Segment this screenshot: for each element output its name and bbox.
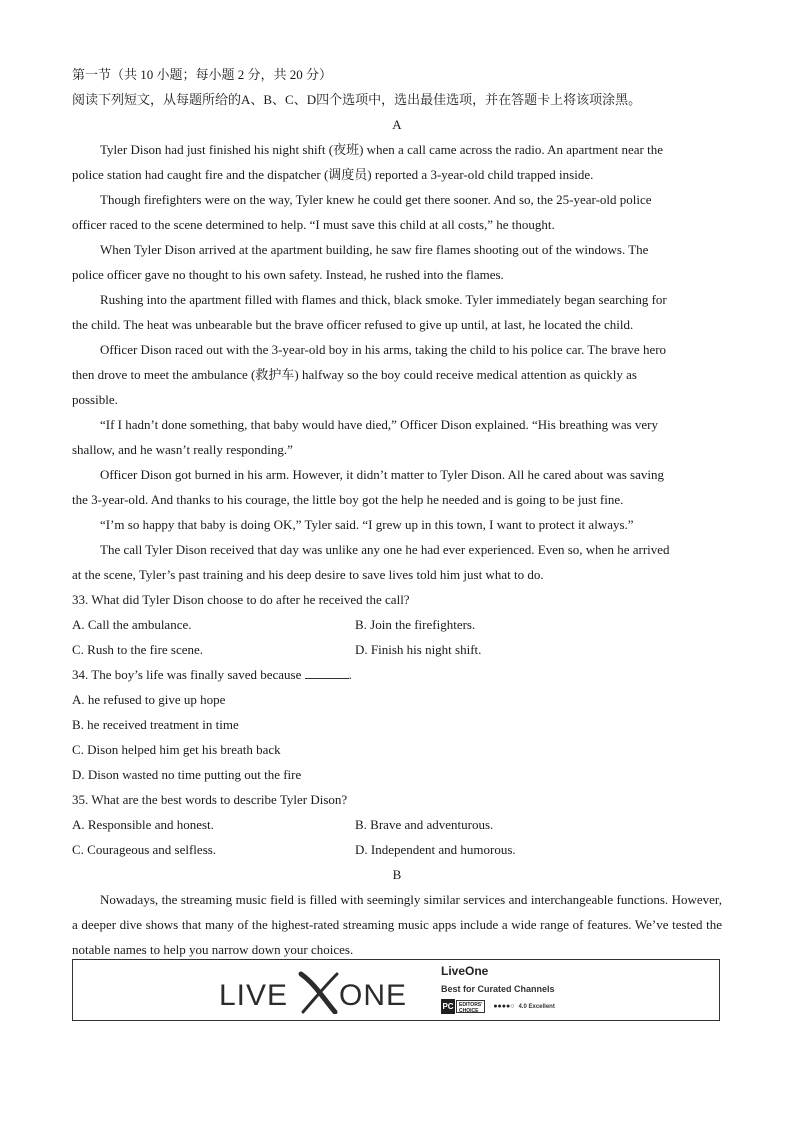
section-header: 第一节（共 10 小题；每小题 2 分，共 20 分） [72,67,333,82]
option-d[interactable]: D. Finish his night shift. [355,642,482,657]
rating-row [441,999,555,1014]
editors-choice-badge [456,1000,485,1013]
passage-a-line: the child. The heat was unbearable but the brave officer refused to give up until, at last, he located the child. [72,317,634,332]
question-33 [72,587,722,662]
option-d[interactable]: D. Independent and humorous. [355,842,516,857]
passage-a-line: When Tyler Dison arrived at the apartment building, he saw fire flames shooting out of the windows. The [100,242,649,257]
passage-a-line: then drove to meet the ambulance (救护车) halfway so the boy could receive medical attention as quickly as [72,367,637,382]
passage-a-line: Rushing into the apartment filled with flames and thick, black smoke. Tyler immediately began searching for [100,292,667,307]
option-a[interactable]: A. Call the ambulance. [72,617,192,632]
passage-a-line: police officer gave no thought to his own safety. Instead, he rushed into the flames. [72,267,504,282]
rating-dots-icon: ●●●●○ [493,1003,515,1010]
passage-a-line: The call Tyler Dison received that day was unlike any one he had ever experienced. Even so, when he arrived [100,542,670,557]
passage-a-label: A [392,117,402,132]
option-d[interactable]: D. Dison wasted no time putting out the fire [72,767,302,782]
logo-text-live: LIVE [219,979,289,1012]
logo-text-one: ONE [339,979,408,1012]
question-stem: 33. What did Tyler Dison choose to do after he received the call? [72,592,410,607]
question-stem: 35. What are the best words to describe Tyler Dison? [72,792,348,807]
logo-x-mark-icon [301,974,337,1012]
option-c[interactable]: C. Courageous and selfless. [72,842,217,857]
passage-a-line: officer raced to the scene determined to help. “I must save this child at all costs,” he thought. [72,217,555,232]
rating-score: 4.0 Excellent [518,1003,555,1010]
liveone-banner [72,959,720,1021]
brand-tagline: Best for Curated Channels [441,984,555,994]
option-b[interactable]: B. Join the firefighters. [355,617,476,632]
option-row [72,812,722,837]
option-row [72,637,722,662]
option-b[interactable]: B. Brave and adventurous. [355,817,494,832]
passage-a-line: possible. [72,392,118,407]
option-a[interactable]: A. Responsible and honest. [72,817,214,832]
option-c[interactable]: C. Dison helped him get his breath back [72,742,281,757]
brand-name: LiveOne [441,964,489,978]
question-35 [72,787,722,862]
option-a[interactable]: A. he refused to give up hope [72,692,226,707]
answer-blank [305,664,349,679]
passage-a-line: Officer Dison got burned in his arm. However, it didn’t matter to Tyler Dison. All he cared about was saving [100,467,664,482]
badge-line-2: CHOICE [459,1008,479,1014]
passage-a-line: shallow, and he wasn’t really responding.” [72,442,293,457]
pc-badge: PC [441,999,455,1014]
passage-a-line: the 3-year-old. And thanks to his courage, the little boy got the help he needed and is going to be just fine. [72,492,624,507]
question-stem-end: . [348,667,352,682]
passage-a-line: Officer Dison raced out with the 3-year-old boy in his arms, taking the child to his police car. The brave hero [100,342,667,357]
question-stem-text: 34. The boy’s life was finally saved because [72,667,302,682]
passage-b-label: B [392,867,402,882]
passage-a-line: police station had caught fire and the dispatcher (调度员) reported a 3-year-old child trapped inside. [72,167,594,182]
passage-a-line: “If I hadn’t done something, that baby would have died,” Officer Dison explained. “His breathing was very [100,417,658,432]
question-34 [72,662,722,787]
option-c[interactable]: C. Rush to the fire scene. [72,642,204,657]
option-row [72,837,722,862]
brand-info [441,964,555,1014]
question-stem [72,662,722,687]
instructions: 阅读下列短文，从每题所给的A、B、C、D四个选项中，选出最佳选项，并在答题卡上将该项涂黑。 [72,92,642,107]
passage-b-text: Nowadays, the streaming music field is filled with seemingly similar services and interchangeable functions. However, a deeper dive shows that many of the highest-rated streaming music apps include a wide range of features. We’ve tested the notable names to help you narrow down your choices. [72,892,722,957]
passage-a-line: Though firefighters were on the way, Tyler knew he could get there sooner. And so, the 25-year-old police [100,192,652,207]
option-b[interactable]: B. he received treatment in time [72,717,239,732]
option-row [72,612,722,637]
passage-a-line: “I’m so happy that baby is doing OK,” Tyler said. “I grew up in this town, I want to protect it always.” [100,517,634,532]
badge-line-1: EDITORS' [459,1002,483,1008]
passage-a-line: at the scene, Tyler’s past training and his deep desire to save lives told him just what to do. [72,567,544,582]
liveone-logo [219,970,409,1014]
passage-a-line: Tyler Dison had just finished his night shift (夜班) when a call came across the radio. An apartment near the [100,142,663,157]
exam-content [72,62,722,962]
passage-a [72,137,722,587]
